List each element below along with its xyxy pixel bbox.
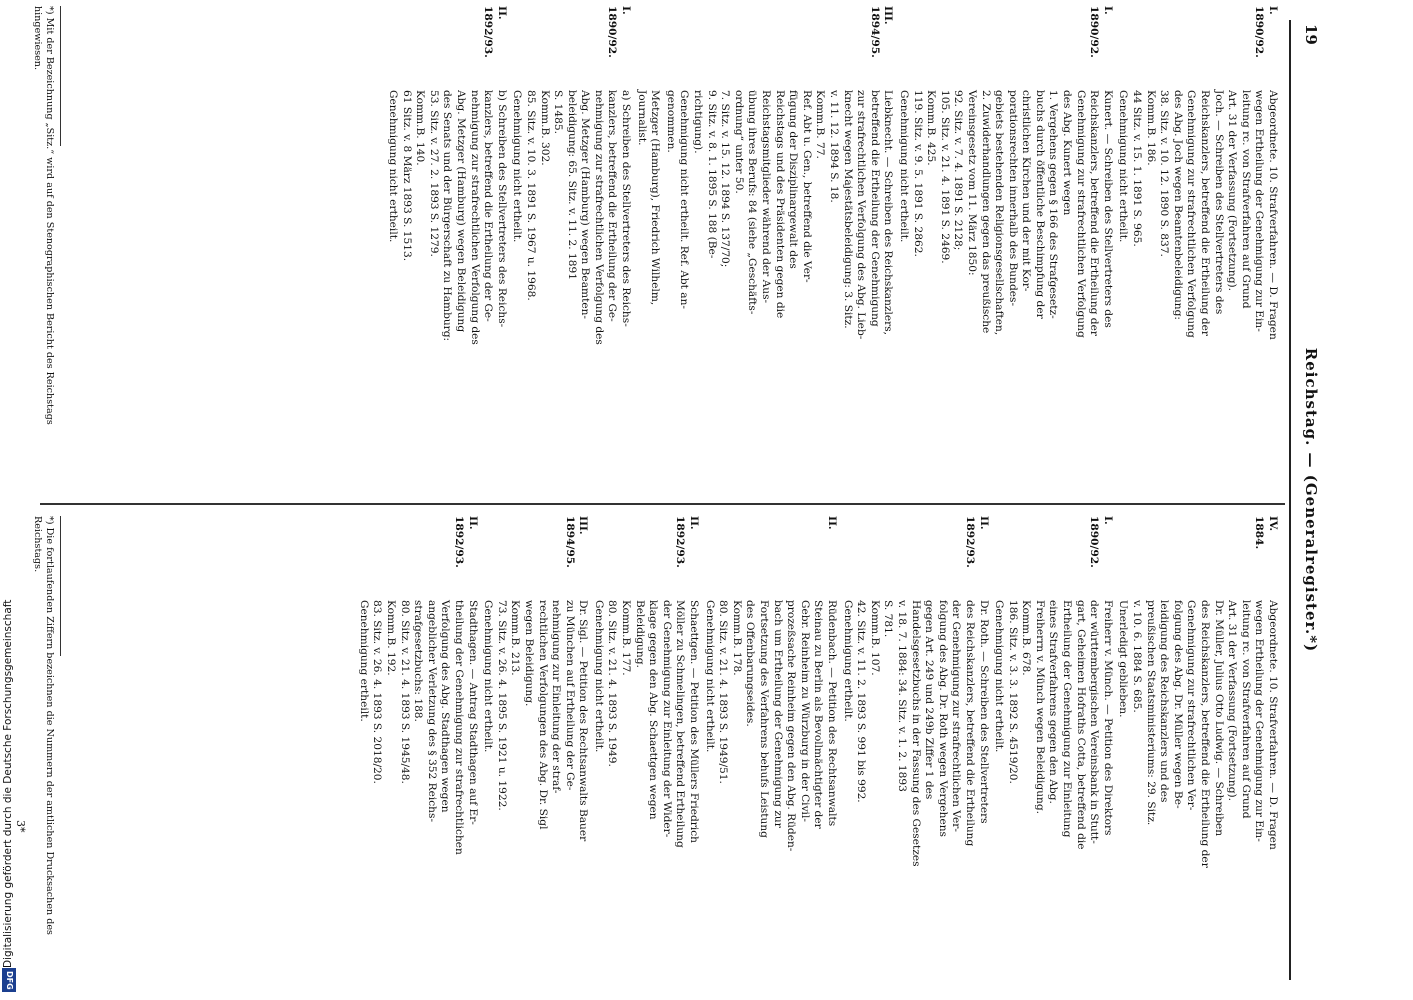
entry-line: wegen Ertheilung der Genehmigung zur Ein-	[1253, 600, 1266, 842]
entry-line: kanzlers, betreffend die Ertheilung der Ge-	[606, 90, 619, 322]
entry-line: eines Strafverfahrens gegen den Abg.	[1047, 600, 1060, 804]
entry-line: 61 Sitz. v. 8 März 1893 S. 1513.	[400, 90, 413, 262]
entry-line: Genehmigung nicht ertheilt.	[482, 600, 495, 753]
entry-line: preußischen Staatsministeriums: 29. Sitz.	[1144, 600, 1157, 826]
entry-line: Reichstagsmitglieder während der Aus-	[760, 90, 773, 304]
register-entry	[385, 6, 507, 482]
session-years: 1892/93.	[674, 516, 687, 568]
entry-line: Schaettgen. — Petition des Müllers Friedrich	[688, 600, 701, 843]
entry-line: Abgeordnete. 10. Strafverfahren. — D. Fragen	[1267, 600, 1279, 850]
entry-line: Kunert. — Schreiben des Stellvertreters des	[1101, 90, 1114, 328]
session-years: 1890/92.	[606, 6, 619, 58]
entry-line: Art. 31 der Verfassung (Fortsetzung).	[1226, 90, 1239, 292]
entry-line: Abgeordnete. 10. Strafverfahren. — D. Fragen	[1267, 90, 1279, 340]
entry-line: Abg. Metzger (Hamburg) wegen Beamten-	[579, 90, 592, 319]
entry-line: Genehmigung nicht ertheilt.	[703, 600, 716, 753]
session-marker	[673, 516, 700, 596]
entry-line: Vereinsgesetz vom 11. März 1850:	[965, 90, 978, 276]
session-years: 1894/95.	[563, 516, 576, 568]
entry-line: 92. Sitz. v. 7. 4. 1891 S. 2128;	[952, 90, 965, 251]
entry-line: des Reichskanzlers, betreffend die Ertheilung	[963, 600, 976, 847]
entry-line: 38. Sitz. v. 10. 12. 1890 S. 837.	[1158, 90, 1171, 257]
entry-line: Reichskanzlers, betreffend die Ertheilung der	[1199, 90, 1212, 336]
entry-line: Gebr. Reinheim zu Würzburg in der Civil-	[798, 600, 811, 822]
entry-line: Genehmigung nicht ertheilt.	[387, 90, 399, 243]
entry-line: wegen Beleidigung.	[522, 600, 535, 707]
entry-line: Freiherrn v. Münch wegen Beleidigung.	[1033, 600, 1046, 814]
entry-line: klage gegen den Abg. Schaettgen wegen	[647, 600, 660, 820]
session-marker	[867, 6, 894, 86]
entry-line: Journalist.	[635, 90, 648, 146]
session-roman: II.	[466, 516, 479, 530]
entry-line: v. 10. 6. 1884 S. 685.	[1131, 600, 1144, 713]
entry-line: fügung der Disziplinargewalt des	[787, 90, 800, 269]
register-entry	[840, 516, 990, 992]
register-entry	[663, 6, 894, 482]
entry-line: 80. Sitz. v. 21. 4. 1893 S. 1949.	[606, 600, 619, 767]
entry-line: Genehmigung nicht ertheilt.	[993, 600, 1006, 753]
session-roman: I.	[1101, 516, 1114, 525]
entry-line: theilung der Genehmigung zur strafrechtlichen	[452, 600, 465, 855]
entry-line: des Abg. Joch wegen Beamtenbeleidigung:	[1171, 90, 1184, 320]
entry-line: des Offenbarungseides.	[744, 600, 757, 727]
entry-line: nehmigung zur strafrechtlichen Verfolgung des	[592, 90, 605, 345]
session-roman: I.	[1101, 6, 1114, 15]
entry-line: Komm.B. 425.	[925, 90, 938, 166]
entry-line: a) Schreiben des Stellvertreters des Reichs-	[620, 90, 633, 327]
session-marker	[605, 6, 632, 86]
entry-line: 83. Sitz. v. 26. 4. 1893 S. 2018/20.	[371, 600, 384, 784]
rotated-page-content	[10, 0, 1323, 1000]
entry-line: betreffend die Ertheilung der Genehmigung	[868, 90, 881, 327]
entry-line: porationsrechten innerhalb des Bundes-	[1006, 90, 1019, 307]
entry-line: Genehmigung zur strafrechtlichen Verfolgung	[1185, 90, 1198, 338]
right-footnote: *) Die fortlaufenden Ziffern bezeichnen die Nummern der amtlichen Drucksachen des Reichstags.	[32, 516, 55, 935]
entry-line: der württembergischen Vereinsbank in Stutt-	[1088, 600, 1101, 844]
session-roman: II.	[495, 6, 508, 20]
entry-line: 85. Sitz. v. 10. 3. 1891 S. 1967 u. 1968.	[524, 90, 537, 301]
entry-line: Komm.B. 77.	[814, 90, 827, 159]
header-rule	[1289, 20, 1291, 980]
register-entry	[634, 6, 661, 482]
entry-line: S. 1485.	[552, 90, 565, 134]
entry-line: Freiherr v. Münch. — Petition des Direktors	[1101, 600, 1114, 836]
page-title: Reichstag. — (Generalregister.*)	[1302, 347, 1320, 653]
session-years: 1892/93.	[963, 516, 976, 568]
entry-line: 73. Sitz. v. 26. 4. 1895 S. 1921 u. 1922.	[495, 600, 508, 811]
entry-line: leidigung des Reichskanzlers und des	[1158, 600, 1171, 803]
register-entry	[481, 516, 590, 992]
entry-line: Steinau zu Berlin als Bevollmächtigter der	[812, 600, 825, 829]
entry-line: der Genehmigung zur Einleitung der Wider-	[660, 600, 673, 838]
entry-line: rechtlichen Verfolgungen des Abg. Dr. Sigl	[536, 600, 549, 830]
entry-line: Genehmigung nicht ertheilt.	[1117, 90, 1130, 243]
entry-line: 1. Vergehens gegen § 166 des Strafgesetz-	[1047, 90, 1060, 319]
session-years: 1890/92.	[1253, 6, 1266, 58]
right-column	[354, 516, 1279, 992]
entry-line: 9. Sitz. v. 8. 1. 1895 S. 188 (Be-	[705, 90, 718, 259]
entry-line: buchs durch öffentliche Beschimpfung der	[1033, 90, 1046, 319]
left-footnote-rule	[60, 6, 61, 146]
entry-line: genommen.	[664, 90, 677, 153]
entry-line: Komm.B. 107.	[868, 600, 881, 676]
entry-line: Komm.B. 177.	[620, 600, 633, 676]
credit-text: Digitalisierung gefördert durch die Deutsche Forschungsgemeinschaft	[2, 599, 14, 968]
entry-line: der Genehmigung zur strafrechtlichen Ver-	[950, 600, 963, 832]
entry-line: Dr. Sigl. — Petition des Rechtsanwalts Bauer	[577, 600, 590, 842]
entry-line: folgung des Abg. Dr. Roth wegen Vergehens	[936, 600, 949, 837]
entry-line: Joch. — Schreiben des Stellvertreters des	[1212, 90, 1225, 315]
entry-line: Genehmigung ertheilt.	[841, 600, 854, 722]
column-divider	[40, 503, 1285, 505]
signature-mark: 3*	[14, 820, 27, 833]
entry-line: Stadthagen. — Antrag Stadthagen auf Er-	[466, 600, 479, 825]
entry-line: nehmigung zur strafrechtlichen Verfolgung des	[468, 90, 481, 345]
entry-line: Genehmigung nicht ertheilt. Ref. Abt an-	[678, 90, 691, 309]
entry-line: 105. Sitz. v. 21. 4. 1891 S. 2469.	[938, 90, 951, 264]
entry-line: v. 11. 12. 1894 S. 18.	[828, 90, 840, 203]
entry-line: Reichskanzlers, betreffend die Ertheilung der	[1088, 90, 1101, 336]
entry-line: Genehmigung nicht ertheilt.	[511, 90, 524, 243]
entry-line: folgung des Abg. Dr. Müller wegen Be-	[1171, 600, 1184, 809]
entry-line: des Senats und der Bürgerschaft zu Hamburg:	[441, 90, 454, 342]
entry-line: Abg. Metzger (Hamburg) wegen Beleidigung	[454, 90, 467, 333]
entry-line: übung ihres Berufs: 84 (siehe „Geschäfts-	[746, 90, 759, 315]
entry-line: Ref. Abt u. Gen., betreffend die Ver-	[800, 90, 813, 283]
register-entry	[510, 6, 632, 482]
entry-line: prozeßsache Reinheim gegen den Abg. Rüden-	[785, 600, 798, 852]
entry-line: Verfolgung des Abg. Stadthagen wegen	[439, 600, 452, 813]
entry-line: wegen Ertheilung der Genehmigung zur Ein-	[1253, 90, 1266, 332]
session-marker	[562, 516, 589, 596]
entry-line: Fortsetzung des Verfahrens behufs Leistung	[758, 600, 771, 838]
session-marker	[962, 516, 989, 596]
entry-line: 80. Sitz. v. 21. 4. 1893 S. 1949/51.	[717, 600, 730, 784]
digitization-credit	[2, 578, 18, 968]
register-entry	[1116, 516, 1279, 992]
register-entry	[1116, 6, 1279, 482]
register-entry	[356, 516, 478, 992]
session-years: 1894/95.	[868, 6, 881, 58]
session-years: 1890/92.	[1088, 516, 1101, 568]
entry-line: kanzlers, betreffend die Ertheilung der Ge-	[482, 90, 495, 322]
entry-line: Komm.B. 302.	[538, 90, 551, 166]
entry-line: 80. Sitz. v. 21. 4. 1893 S. 1945/48.	[398, 600, 411, 784]
session-years: 1890/92.	[1088, 6, 1101, 58]
entry-line: Genehmigung nicht ertheilt.	[897, 90, 910, 243]
entry-line: 2. Zuwiderhandlungen gegen das preußische	[979, 90, 992, 334]
entry-line: bach um Ertheilung der Genehmigung zur	[771, 600, 784, 828]
entry-line: 186. Sitz. v. 3. 3. 1892 S. 4519/20.	[1006, 600, 1019, 784]
entry-line: Möller zu Schmelingen, betreffend Ertheilung	[674, 600, 687, 848]
register-entry	[992, 516, 1114, 992]
entry-line: Genehmigung ertheilt.	[357, 600, 370, 722]
entry-line: Rüdenbach. — Petition des Rechtsanwalts	[826, 600, 838, 827]
entry-line: beleidigung: 65. Sitz. v. 11. 2. 1891	[565, 90, 578, 280]
entry-line: Beleidigung.	[633, 600, 646, 668]
entry-line: ordnung“ unter 50.	[732, 90, 745, 194]
entry-line: b) Schreiben des Stellvertreters des Reichs-	[495, 90, 508, 328]
entry-line: christlichen Kirchen und der mit Kor-	[1020, 90, 1033, 292]
register-entry	[702, 516, 838, 992]
entry-line: 42. Sitz. v. 11. 2. 1893 S. 991 bis 992.	[855, 600, 868, 803]
session-roman: I.	[620, 6, 633, 15]
session-roman: I.	[1267, 6, 1279, 15]
entry-line: Ertheilung der Genehmigung zur Einleitung	[1061, 600, 1074, 838]
dfg-logo: DFG	[2, 968, 16, 992]
entry-line: 44 Sitz. v. 15. 1. 1891 S. 965.	[1131, 90, 1144, 247]
session-years: 1884.	[1253, 516, 1266, 550]
session-marker	[1087, 6, 1114, 86]
running-head	[1297, 0, 1320, 1000]
entry-line: knecht wegen Majestätsbeleidigung: 3. Sitz.	[841, 90, 854, 329]
left-column	[383, 6, 1279, 482]
session-marker	[481, 6, 508, 86]
session-years: 1892/93.	[482, 6, 495, 58]
register-entry	[896, 6, 1114, 482]
session-roman: III.	[577, 516, 590, 535]
entry-line: Komm.B. 192.	[385, 600, 397, 676]
entry-line: Unerledigt geblieben.	[1117, 600, 1130, 718]
session-marker	[1252, 516, 1279, 596]
entry-line: S. 781.	[882, 600, 895, 638]
entry-line: Komm.B. 178.	[730, 600, 743, 676]
entry-line: zu München auf Ertheilung der Ge-	[563, 600, 576, 791]
session-marker	[451, 516, 478, 596]
session-years: 1892/93.	[452, 516, 465, 568]
entry-line: v. 18. 7. 1884: 34. Sitz. v. 1. 2. 1893	[895, 600, 908, 792]
entry-line: des Reichskanzlers, betreffend die Ertheilung der	[1199, 600, 1212, 868]
entry-line: 119. Sitz. v. 9. 5. 1891 S. 2862.	[911, 90, 924, 257]
session-marker	[1087, 516, 1114, 596]
entry-line: Genehmigung zur strafrechtlichen Ver-	[1185, 600, 1198, 811]
entry-line: Metzger (Hamburg), Friedrich Wilhelm,	[649, 90, 662, 306]
entry-line: strafgesetzbuchs: 188.	[412, 600, 425, 722]
session-marker	[1252, 6, 1279, 86]
entry-line: Genehmigung nicht ertheilt.	[592, 600, 605, 753]
entry-line: Liebknecht. — Schreiben des Reichskanzlers,	[882, 90, 895, 336]
entry-line: gegen Art. 249 und 249b Ziffer 1 des	[923, 600, 936, 800]
entry-line: 7. Sitz. v. 15. 12. 1894 S. 137/70;	[719, 90, 732, 268]
entry-line: gebiets bestehenden Religionsgesellschaften,	[993, 90, 1006, 336]
entry-line: Dr. Roth. — Schreiben des Stellvertreters	[977, 600, 990, 824]
entry-line: Komm.B. 213.	[509, 600, 522, 676]
entry-line: Handelsgesetzbuchs in der Fassung des Gesetzes	[909, 600, 922, 867]
session-marker	[824, 516, 838, 596]
entry-line: des Abg. Kunert wegen	[1061, 90, 1074, 216]
entry-line: Komm.B. 186.	[1144, 90, 1157, 166]
session-roman: III.	[882, 6, 895, 25]
entry-line: nehmigung zur Einleitung der straf-	[550, 600, 563, 794]
entry-line: richtigung).	[692, 90, 705, 154]
entry-line: Komm.B. 678.	[1020, 600, 1033, 676]
session-roman: IV.	[1267, 516, 1279, 532]
left-footnote: *) Mit der Bezeichnung „Sitz.“ wird auf den Stenographischen Bericht des Reichstags hingewiesen.	[32, 6, 55, 425]
session-roman: II.	[977, 516, 990, 530]
entry-line: zur strafrechtlichen Verfolgung des Abg. Lieb-	[855, 90, 868, 340]
entry-line: Art. 31 der Verfassung (Fortsetzung).	[1226, 600, 1239, 802]
register-entry	[591, 516, 700, 992]
entry-line: Reichstags und des Präsidenten gegen die	[773, 90, 786, 319]
entry-line: leitung rc. von Strafverfahren auf Grund	[1239, 600, 1252, 819]
entry-line: Genehmigung zur strafrechtlichen Verfolgung	[1074, 90, 1087, 338]
page-number: 19	[1302, 24, 1320, 45]
right-footnote-rule	[60, 516, 61, 656]
session-roman: II.	[826, 516, 838, 530]
entry-line: angeblicher Verletzung des § 352 Reichs-	[425, 600, 438, 823]
entry-line: 53. Sitz. v. 27. 2. 1893 S. 1279.	[427, 90, 440, 257]
entry-line: Komm.B. 140.	[414, 90, 427, 166]
entry-line: leitung rc. von Strafverfahren auf Grund	[1239, 90, 1252, 309]
entry-line: Dr. Müller, Julius Otto Ludwig. — Schreiben	[1212, 600, 1225, 837]
entry-line: gart, Geheimen Hofraths Cotta, betreffend die	[1074, 600, 1087, 850]
session-roman: II.	[688, 516, 701, 530]
